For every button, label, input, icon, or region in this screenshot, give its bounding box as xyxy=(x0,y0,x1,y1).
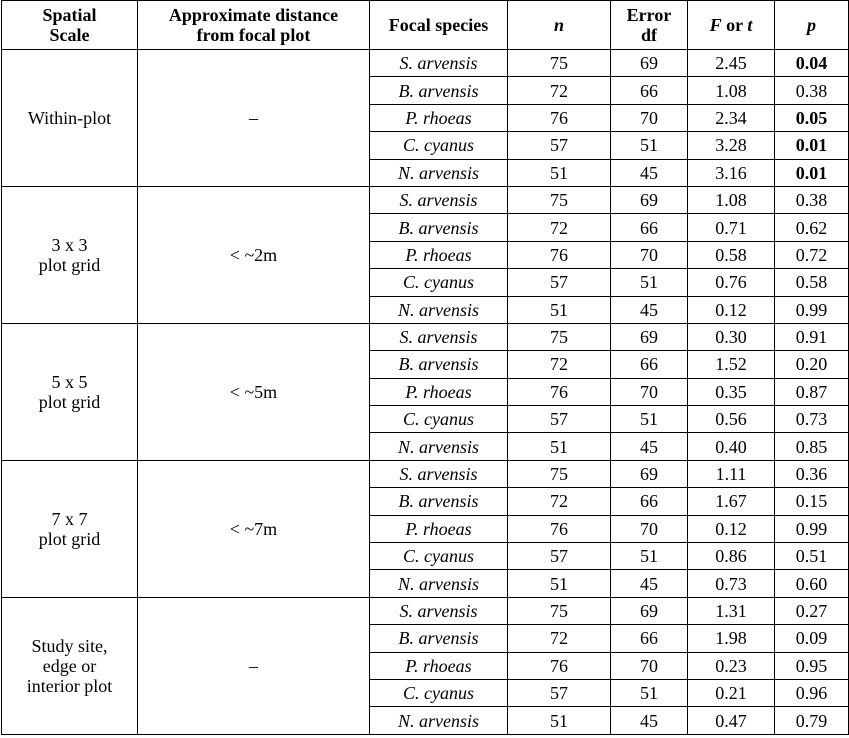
species-cell: S. arvensis xyxy=(370,323,508,350)
f-or-t-cell: 1.98 xyxy=(688,625,775,652)
species-cell: N. arvensis xyxy=(370,159,508,186)
species-cell: P. rhoeas xyxy=(370,652,508,679)
header-row xyxy=(2,1,849,50)
f-or-t-cell: 0.12 xyxy=(688,296,775,323)
error-df-cell: 69 xyxy=(611,460,688,487)
n-cell: 72 xyxy=(508,488,611,515)
species-cell: P. rhoeas xyxy=(370,515,508,542)
species-cell: C. cyanus xyxy=(370,543,508,570)
species-cell: S. arvensis xyxy=(370,50,508,77)
species-cell: P. rhoeas xyxy=(370,241,508,268)
p-value-cell: 0.20 xyxy=(775,351,849,378)
n-cell: 75 xyxy=(508,186,611,213)
error-df-cell: 69 xyxy=(611,50,688,77)
distance-cell: < ~2m xyxy=(138,186,370,323)
species-cell: S. arvensis xyxy=(370,186,508,213)
p-value-cell: 0.85 xyxy=(775,433,849,460)
f-or-t-cell: 1.67 xyxy=(688,488,775,515)
n-cell: 72 xyxy=(508,351,611,378)
n-cell: 57 xyxy=(508,132,611,159)
table-row xyxy=(2,50,849,77)
table-row xyxy=(2,186,849,213)
n-cell: 76 xyxy=(508,378,611,405)
error-df-cell: 66 xyxy=(611,625,688,652)
error-df-cell: 70 xyxy=(611,241,688,268)
p-value-cell: 0.99 xyxy=(775,515,849,542)
n-cell: 76 xyxy=(508,515,611,542)
f-or-t-cell: 0.23 xyxy=(688,652,775,679)
species-cell: P. rhoeas xyxy=(370,104,508,131)
header-error-df: Error df xyxy=(611,1,688,50)
header-n: n xyxy=(508,1,611,50)
f-or-t-cell: 0.21 xyxy=(688,679,775,706)
n-cell: 51 xyxy=(508,433,611,460)
species-cell: P. rhoeas xyxy=(370,378,508,405)
spatial-scale-cell: 7 x 7 plot grid xyxy=(2,460,138,597)
p-value-cell: 0.51 xyxy=(775,543,849,570)
p-value-cell: 0.27 xyxy=(775,597,849,624)
p-value-cell: 0.15 xyxy=(775,488,849,515)
p-value-cell: 0.36 xyxy=(775,460,849,487)
p-value-cell: 0.72 xyxy=(775,241,849,268)
error-df-cell: 45 xyxy=(611,433,688,460)
error-df-cell: 51 xyxy=(611,543,688,570)
p-value-cell: 0.99 xyxy=(775,296,849,323)
distance-cell: < ~7m xyxy=(138,460,370,597)
n-cell: 75 xyxy=(508,597,611,624)
error-df-cell: 51 xyxy=(611,132,688,159)
species-cell: B. arvensis xyxy=(370,77,508,104)
f-or-t-cell: 0.12 xyxy=(688,515,775,542)
n-cell: 57 xyxy=(508,406,611,433)
p-value-cell: 0.38 xyxy=(775,186,849,213)
error-df-cell: 69 xyxy=(611,323,688,350)
species-cell: C. cyanus xyxy=(370,269,508,296)
header-spatial-scale: Spatial Scale xyxy=(2,1,138,50)
n-cell: 72 xyxy=(508,625,611,652)
error-df-cell: 70 xyxy=(611,378,688,405)
f-or-t-cell: 0.73 xyxy=(688,570,775,597)
n-cell: 76 xyxy=(508,652,611,679)
n-cell: 72 xyxy=(508,77,611,104)
p-value-cell: 0.38 xyxy=(775,77,849,104)
error-df-cell: 51 xyxy=(611,679,688,706)
species-cell: B. arvensis xyxy=(370,214,508,241)
n-cell: 57 xyxy=(508,543,611,570)
n-cell: 76 xyxy=(508,104,611,131)
n-cell: 76 xyxy=(508,241,611,268)
species-cell: N. arvensis xyxy=(370,707,508,734)
species-cell: C. cyanus xyxy=(370,132,508,159)
f-or-t-cell: 0.86 xyxy=(688,543,775,570)
species-cell: N. arvensis xyxy=(370,570,508,597)
n-cell: 51 xyxy=(508,296,611,323)
n-cell: 51 xyxy=(508,159,611,186)
n-cell: 51 xyxy=(508,570,611,597)
species-cell: B. arvensis xyxy=(370,488,508,515)
n-cell: 75 xyxy=(508,323,611,350)
header-f-or-t: F or t xyxy=(688,1,775,50)
error-df-cell: 51 xyxy=(611,269,688,296)
header-p: p xyxy=(775,1,849,50)
table-row xyxy=(2,460,849,487)
table-body xyxy=(2,50,849,735)
spatial-scale-cell: Within-plot xyxy=(2,50,138,187)
table-row xyxy=(2,323,849,350)
n-cell: 75 xyxy=(508,460,611,487)
species-cell: C. cyanus xyxy=(370,406,508,433)
p-value-cell: 0.04 xyxy=(775,50,849,77)
p-value-cell: 0.62 xyxy=(775,214,849,241)
f-or-t-cell: 0.35 xyxy=(688,378,775,405)
f-or-t-cell: 2.34 xyxy=(688,104,775,131)
distance-cell: – xyxy=(138,50,370,187)
f-or-t-cell: 1.11 xyxy=(688,460,775,487)
error-df-cell: 70 xyxy=(611,515,688,542)
distance-cell: < ~5m xyxy=(138,323,370,460)
p-value-cell: 0.96 xyxy=(775,679,849,706)
error-df-cell: 66 xyxy=(611,214,688,241)
f-or-t-cell: 1.52 xyxy=(688,351,775,378)
error-df-cell: 45 xyxy=(611,296,688,323)
f-or-t-cell: 0.58 xyxy=(688,241,775,268)
p-value-cell: 0.01 xyxy=(775,159,849,186)
species-cell: S. arvensis xyxy=(370,460,508,487)
p-value-cell: 0.73 xyxy=(775,406,849,433)
species-cell: B. arvensis xyxy=(370,351,508,378)
error-df-cell: 66 xyxy=(611,488,688,515)
error-df-cell: 70 xyxy=(611,104,688,131)
error-df-cell: 69 xyxy=(611,186,688,213)
p-value-cell: 0.91 xyxy=(775,323,849,350)
n-cell: 57 xyxy=(508,269,611,296)
results-table xyxy=(1,0,849,735)
n-cell: 75 xyxy=(508,50,611,77)
p-value-cell: 0.58 xyxy=(775,269,849,296)
error-df-cell: 66 xyxy=(611,351,688,378)
p-value-cell: 0.87 xyxy=(775,378,849,405)
f-or-t-cell: 0.47 xyxy=(688,707,775,734)
f-or-t-cell: 1.08 xyxy=(688,186,775,213)
error-df-cell: 45 xyxy=(611,159,688,186)
error-df-cell: 69 xyxy=(611,597,688,624)
p-value-cell: 0.01 xyxy=(775,132,849,159)
f-or-t-cell: 3.28 xyxy=(688,132,775,159)
spatial-scale-cell: Study site, edge or interior plot xyxy=(2,597,138,734)
f-or-t-cell: 0.71 xyxy=(688,214,775,241)
f-or-t-cell: 0.56 xyxy=(688,406,775,433)
f-or-t-cell: 0.30 xyxy=(688,323,775,350)
error-df-cell: 45 xyxy=(611,570,688,597)
species-cell: B. arvensis xyxy=(370,625,508,652)
table-row xyxy=(2,597,849,624)
f-or-t-cell: 1.31 xyxy=(688,597,775,624)
error-df-cell: 66 xyxy=(611,77,688,104)
p-value-cell: 0.09 xyxy=(775,625,849,652)
error-df-cell: 45 xyxy=(611,707,688,734)
p-value-cell: 0.95 xyxy=(775,652,849,679)
n-cell: 57 xyxy=(508,679,611,706)
error-df-cell: 51 xyxy=(611,406,688,433)
f-or-t-cell: 0.76 xyxy=(688,269,775,296)
n-cell: 72 xyxy=(508,214,611,241)
f-or-t-cell: 3.16 xyxy=(688,159,775,186)
f-or-t-cell: 0.40 xyxy=(688,433,775,460)
species-cell: N. arvensis xyxy=(370,433,508,460)
species-cell: C. cyanus xyxy=(370,679,508,706)
species-cell: S. arvensis xyxy=(370,597,508,624)
distance-cell: – xyxy=(138,597,370,734)
p-value-cell: 0.60 xyxy=(775,570,849,597)
f-or-t-cell: 2.45 xyxy=(688,50,775,77)
p-value-cell: 0.79 xyxy=(775,707,849,734)
f-or-t-cell: 1.08 xyxy=(688,77,775,104)
header-focal-species: Focal species xyxy=(370,1,508,50)
spatial-scale-cell: 5 x 5 plot grid xyxy=(2,323,138,460)
error-df-cell: 70 xyxy=(611,652,688,679)
spatial-scale-cell: 3 x 3 plot grid xyxy=(2,186,138,323)
p-value-cell: 0.05 xyxy=(775,104,849,131)
species-cell: N. arvensis xyxy=(370,296,508,323)
header-distance: Approximate distance from focal plot xyxy=(138,1,370,50)
n-cell: 51 xyxy=(508,707,611,734)
